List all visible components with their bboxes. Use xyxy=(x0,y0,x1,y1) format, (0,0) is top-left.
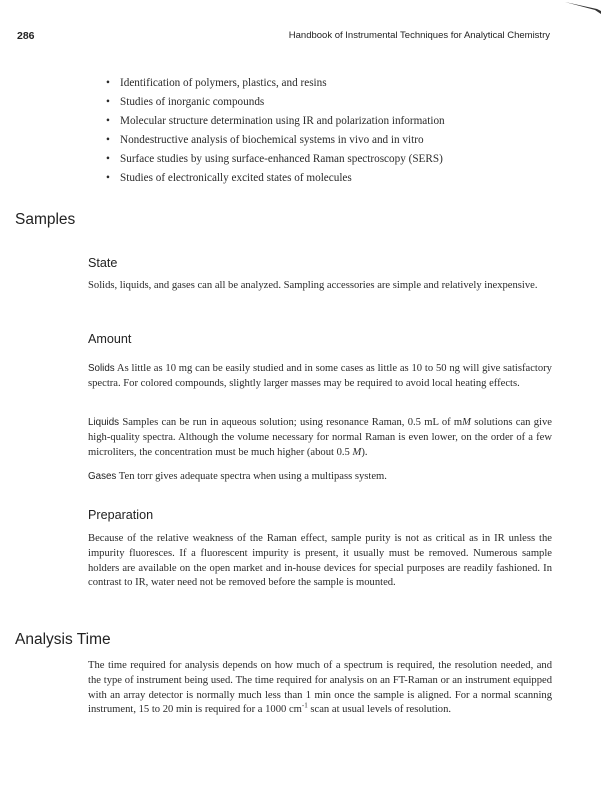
samples-heading: Samples xyxy=(15,211,76,228)
solids-lead: Solids xyxy=(88,363,115,374)
analysis-time-heading: Analysis Time xyxy=(15,631,111,648)
running-head xyxy=(17,30,550,46)
list-item: • Molecular structure determination using IR and polarization information xyxy=(106,114,445,127)
page-corner-mark xyxy=(561,0,601,14)
state-heading: State xyxy=(88,256,118,270)
state-paragraph: Solids, liquids, and gases can all be analyzed. Sampling accessories are simple and relatively inexpensive. xyxy=(88,280,538,291)
list-item: • Surface studies by using surface-enhanced Raman spectroscopy (SERS) xyxy=(106,152,443,165)
book-title: Handbook of Instrumental Techniques for Analytical Chemistry xyxy=(288,30,550,41)
solids-paragraph: Solids As little as 10 mg can be easily studied and in some cases as little as 10 to 50 ng will give satisfactory spectra. For colored compounds, slightly larger masses may be required to avoid local heating effects. xyxy=(88,363,552,389)
amount-heading: Amount xyxy=(88,332,132,346)
preparation-heading: Preparation xyxy=(88,508,154,522)
application-list xyxy=(106,74,445,187)
gases-lead: Gases xyxy=(88,471,117,482)
list-item: • Nondestructive analysis of biochemical systems in vivo and in vitro xyxy=(106,133,424,146)
gases-paragraph: Gases Ten torr gives adequate spectra when using a multipass system. xyxy=(88,471,387,482)
list-item: • Identification of polymers, plastics, and resins xyxy=(106,77,327,89)
analysis-time-paragraph: The time required for analysis depends on how much of a spectrum is required, the resolution needed, and the type of instrument being used. The time required for analysis on an FT-Raman or an instrument equipped with an array detector is normally much less than 1 min once the sample is aligned. For a normal scanning instrument, 15 to 20 min is required for a 1000 $cm^{-1}$ scan at usual levels of resolution. xyxy=(88,660,552,716)
liquids-lead: Liquids xyxy=(88,417,120,428)
preparation-paragraph: Because of the relative weakness of the Raman effect, sample purity is not as critical as in IR unless the impurity fluoresces. If a fluorescent impurity is present, it usually must be removed. Numerous sample holders are available on the open market and in-house devices for special purposes are readily fashioned. In contrast to IR, water need not be removed before the sample is mounted. xyxy=(88,533,552,589)
liquids-paragraph: Liquids Samples can be run in aqueous solution; using resonance Raman, 0.5 mL of mM solutions can give high-quality spectra. Although the volume necessary for normal Raman is even lower, on the order of a few microliters, the concentration must be much higher (about 0.5 M). xyxy=(88,417,552,458)
page-number: 286 xyxy=(17,30,35,42)
list-item: • Studies of inorganic compounds xyxy=(106,95,265,108)
list-item: • Studies of electronically excited states of molecules xyxy=(106,171,352,184)
